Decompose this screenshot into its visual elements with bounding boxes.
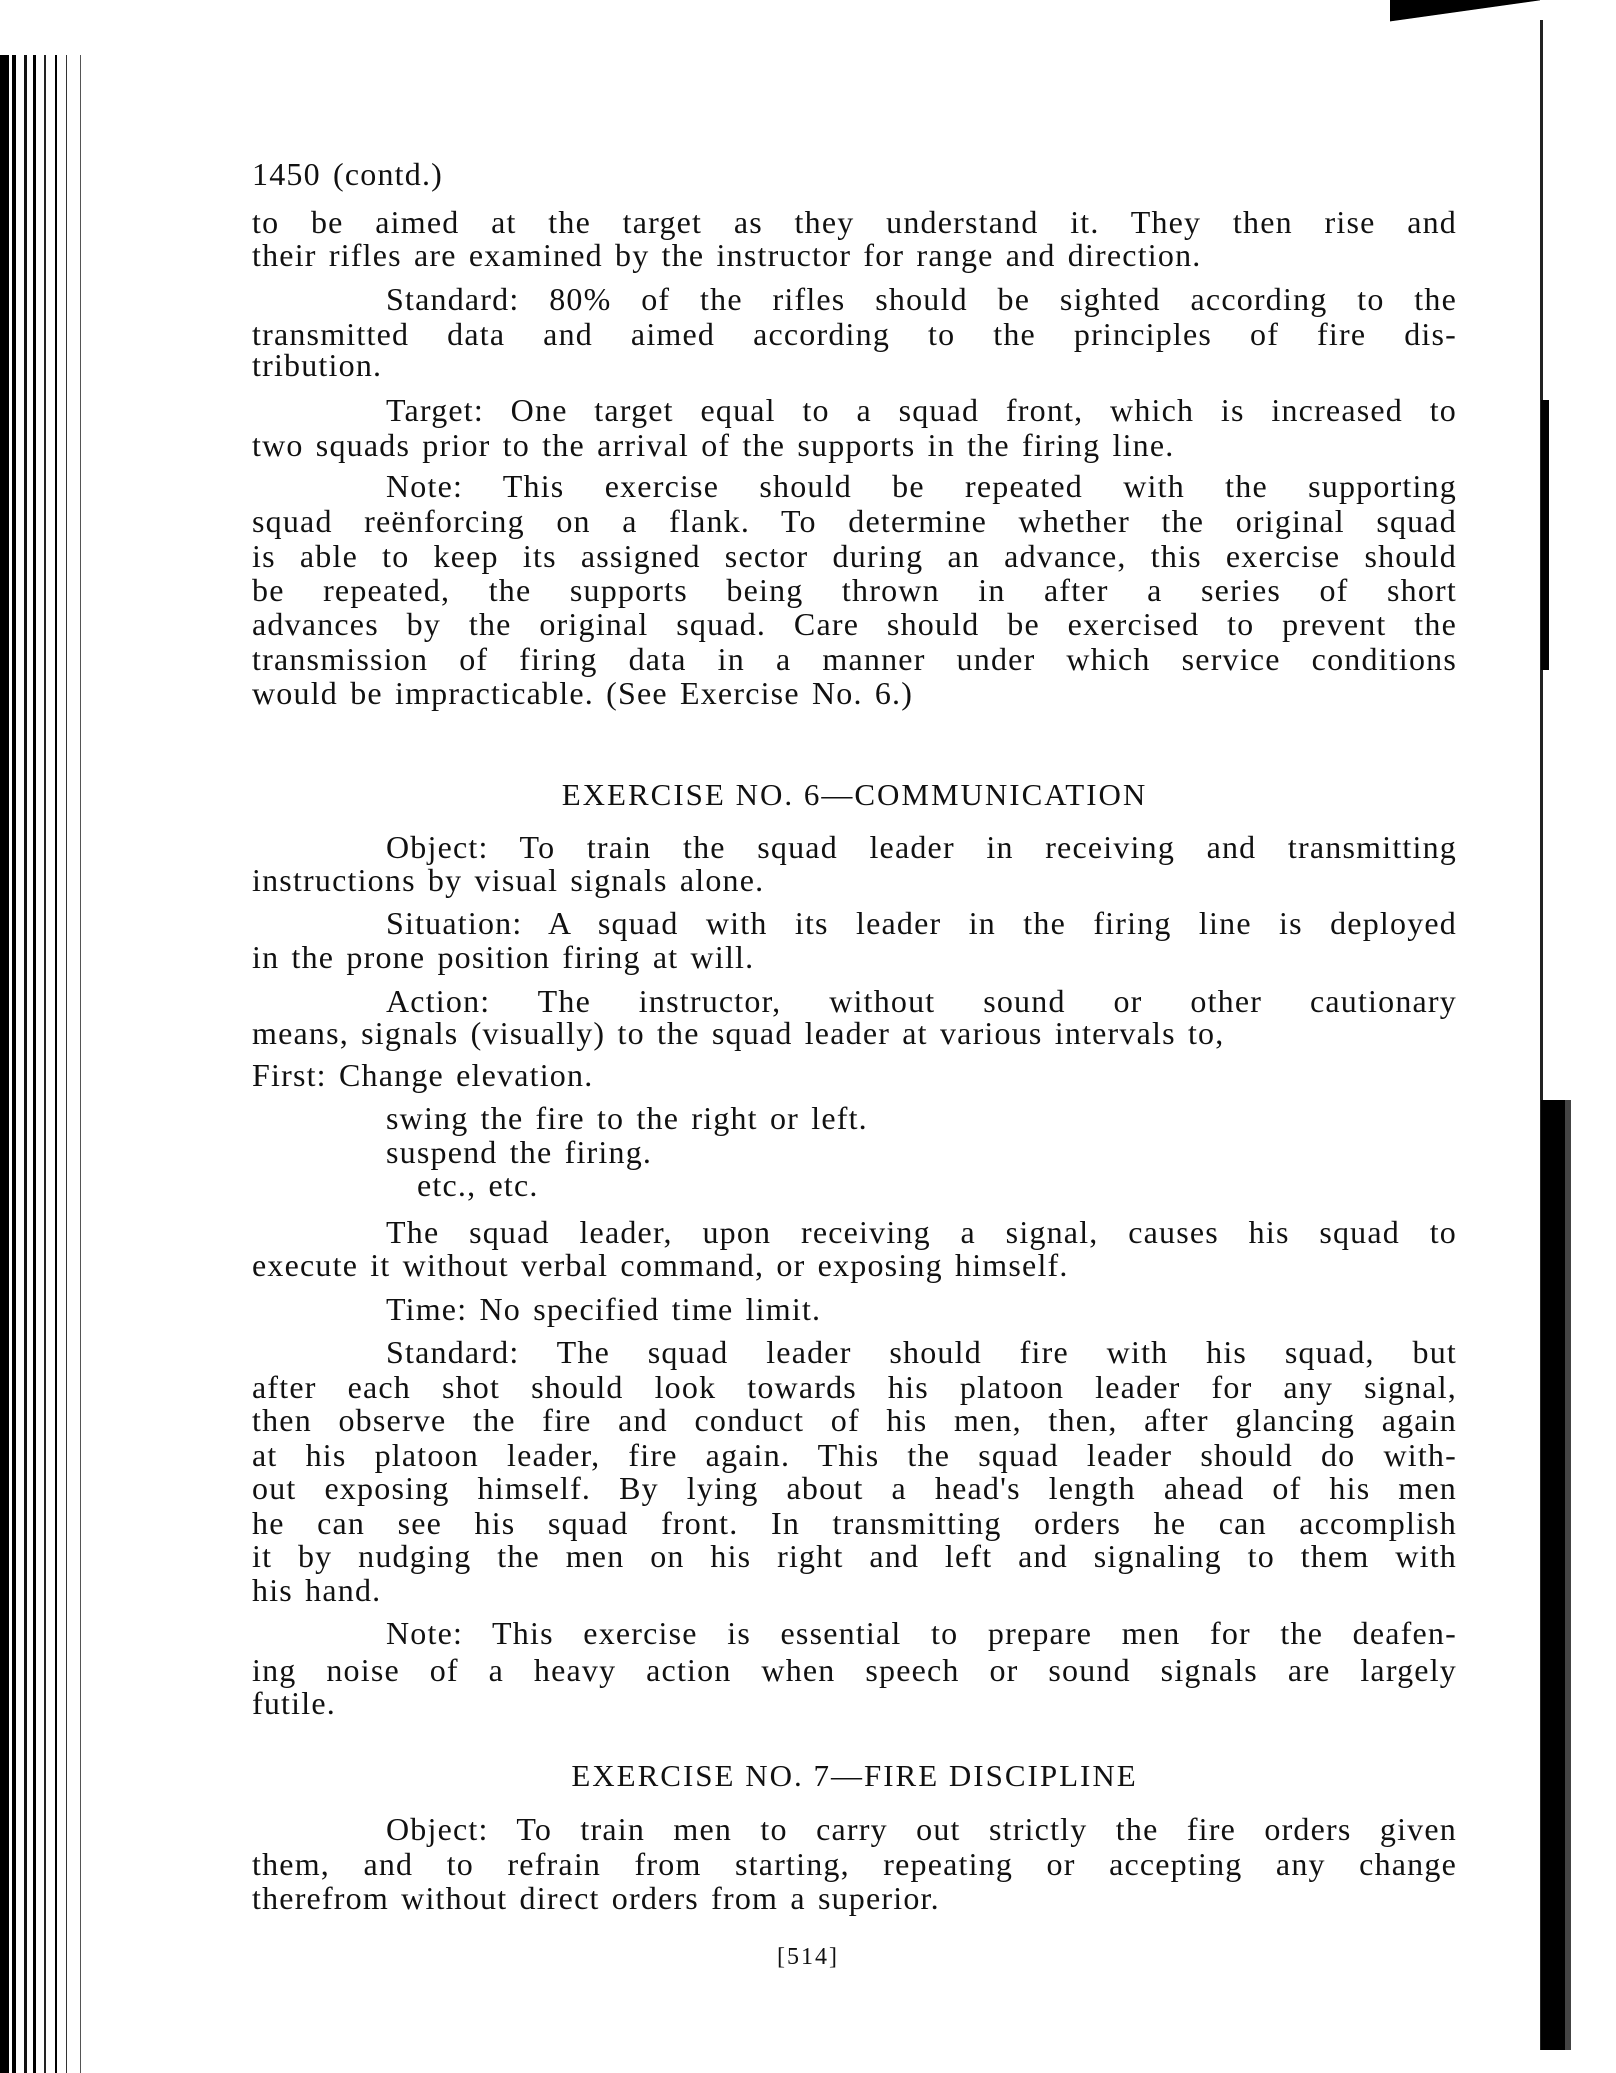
text-line: Time: No specified time limit. [386,1291,822,1327]
text-line: Note: This exercise should be repeated with the supporting [386,468,1457,504]
text-line: The squad leader, upon receiving a signal, causes his squad to [386,1214,1457,1250]
text-line: etc., etc. [417,1167,539,1203]
text-line: he can see his squad front. In transmitting orders he can accomplish [252,1505,1457,1541]
text-line: after each shot should look towards his platoon leader for any signal, [252,1369,1457,1405]
scan-corner-mark [1390,0,1540,26]
section-heading-exercise-7: EXERCISE NO. 7—FIRE DISCIPLINE [571,1758,1138,1793]
scan-binding-edge [0,55,120,2073]
text-line: advances by the original squad. Care should be exercised to prevent the [252,606,1457,642]
text-line: transmitted data and aimed according to the principles of fire dis- [252,316,1457,352]
page-number: [514] [777,1944,839,1970]
running-head: 1450 (contd.) [252,156,444,192]
text-line: execute it without verbal command, or exposing himself. [252,1247,1069,1283]
scan-right-edge-shadow [1541,1100,1581,2050]
text-line: then observe the fire and conduct of his men, then, after glancing again [252,1402,1457,1438]
text-line: Note: This exercise is essential to prepare men for the deafen- [386,1615,1457,1651]
scan-right-edge-mark [1541,400,1549,670]
text-line: their rifles are examined by the instructor for range and direction. [252,237,1202,273]
text-line: would be impracticable. (See Exercise No. 6.) [252,675,914,711]
text-line: suspend the firing. [386,1134,653,1170]
text-line: swing the fire to the right or left. [386,1100,868,1136]
text-line: be repeated, the supports being thrown in after a series of short [252,572,1457,608]
text-line: to be aimed at the target as they understand it. They then rise and [252,204,1457,240]
text-line: Target: One target equal to a squad front, which is increased to [386,392,1457,428]
text-line: means, signals (visually) to the squad leader at various intervals to, [252,1015,1225,1051]
text-line: Standard: 80% of the rifles should be sighted according to the [386,281,1457,317]
text-line: it by nudging the men on his right and left and signaling to them with [252,1538,1457,1574]
text-line: Action: The instructor, without sound or other cautionary [386,983,1457,1019]
text-line: Situation: A squad with its leader in the firing line is deployed [386,905,1457,941]
text-line: Standard: The squad leader should fire with his squad, but [386,1334,1457,1370]
text-line: at his platoon leader, fire again. This the squad leader should do with- [252,1437,1457,1473]
text-line: tribution. [252,347,383,383]
text-line: Object: To train men to carry out strictly the fire orders given [386,1811,1457,1847]
text-line: therefrom without direct orders from a superior. [252,1880,940,1916]
text-line: transmission of firing data in a manner under which service conditions [252,641,1457,677]
text-line: futile. [252,1685,336,1721]
text-line: Object: To train the squad leader in receiving and transmitting [386,829,1457,865]
text-line: them, and to refrain from starting, repeating or accepting any change [252,1846,1457,1882]
text-line: his hand. [252,1572,382,1608]
text-line: First: Change elevation. [252,1057,594,1093]
text-line: in the prone position firing at will. [252,939,755,975]
text-line: squad reënforcing on a flank. To determine whether the original squad [252,503,1457,539]
text-line: instructions by visual signals alone. [252,862,765,898]
text-line: is able to keep its assigned sector during an advance, this exercise should [252,538,1457,574]
text-line: two squads prior to the arrival of the supports in the firing line. [252,427,1175,463]
section-heading-exercise-6: EXERCISE NO. 6—COMMUNICATION [561,777,1148,812]
text-line: ing noise of a heavy action when speech or sound signals are largely [252,1652,1457,1688]
text-line: out exposing himself. By lying about a head's length ahead of his men [252,1470,1457,1506]
